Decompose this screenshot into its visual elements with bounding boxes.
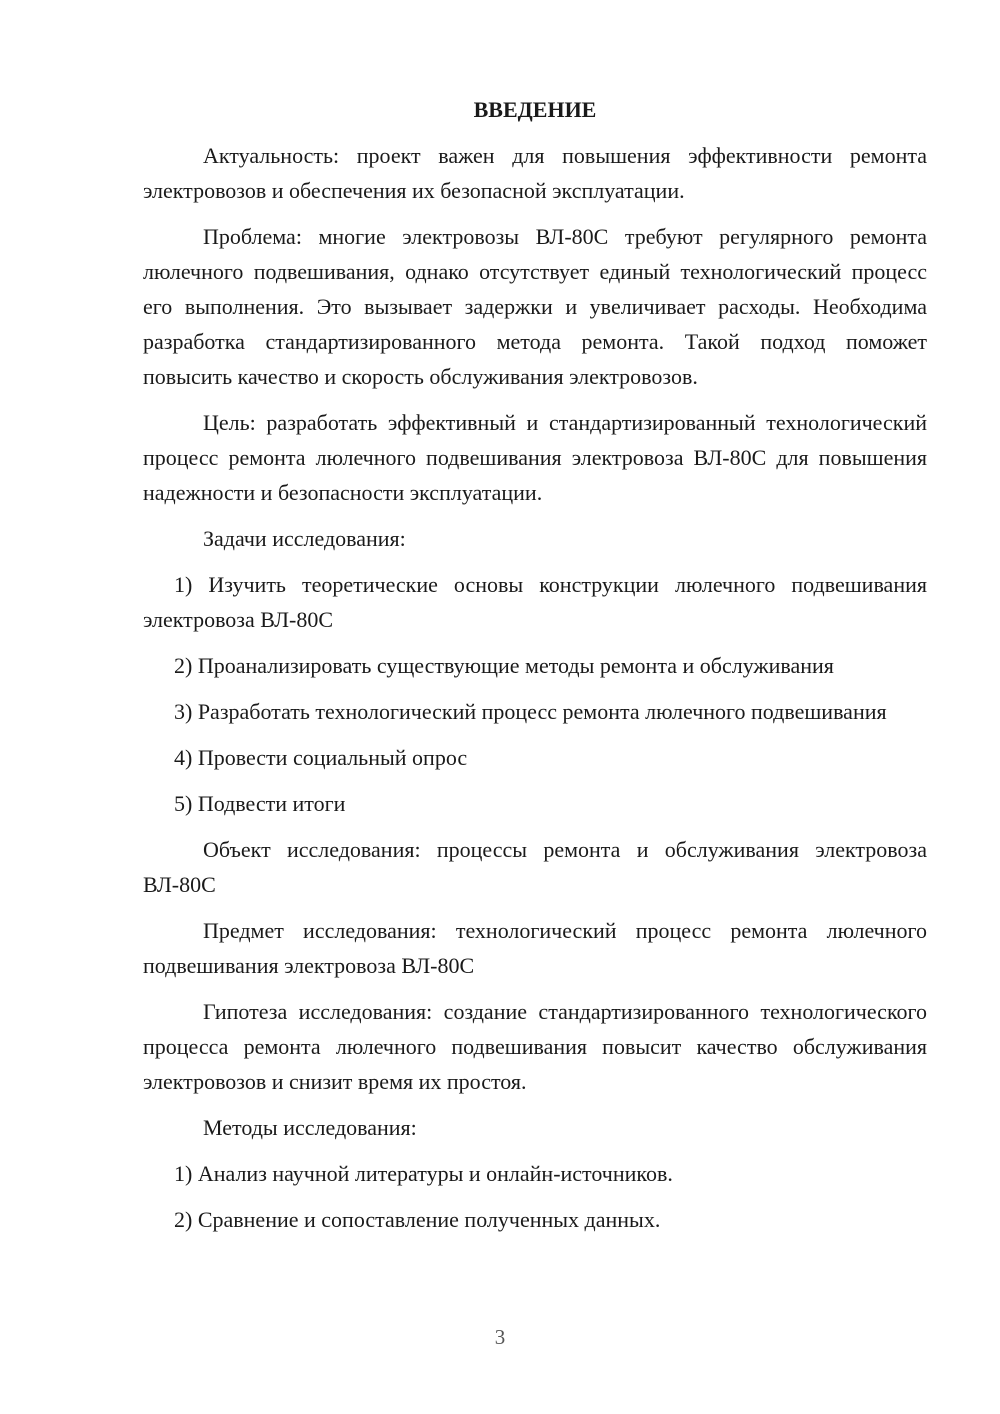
task-item-4: 4) Провести социальный опрос xyxy=(174,745,468,770)
task-item-2: 2) Проанализировать существующие методы ремонта и обслуживания xyxy=(174,653,834,678)
subject-paragraph: Предмет исследования: технологический процесс ремонта люлечного подвешивания электровоза ВЛ-80С xyxy=(143,918,927,978)
method-item-1: 1) Анализ научной литературы и онлайн-источников. xyxy=(174,1161,673,1186)
methods-heading: Методы исследования: xyxy=(203,1115,417,1140)
task-item-5: 5) Подвести итоги xyxy=(174,791,346,816)
hypothesis-paragraph: Гипотеза исследования: создание стандартизированного технологического процесса ремонта люлечного подвешивания повысит качество обслуживания электровозов и снизит время их простоя. xyxy=(143,999,927,1094)
section-title: ВВЕДЕНИЕ xyxy=(473,97,597,122)
document-page xyxy=(143,92,927,1248)
relevance-paragraph: Актуальность: проект важен для повышения эффективности ремонта электровозов и обеспечения их безопасной эксплуатации. xyxy=(143,143,927,203)
object-paragraph: Объект исследования: процессы ремонта и обслуживания электровоза ВЛ-80С xyxy=(143,837,927,897)
page-number: 3 xyxy=(494,1325,506,1349)
goal-paragraph: Цель: разработать эффективный и стандартизированный технологический процесс ремонта люлечного подвешивания электровоза ВЛ-80С для повышения надежности и безопасности эксплуатации. xyxy=(143,410,927,505)
task-item-3: 3) Разработать технологический процесс ремонта люлечного подвешивания xyxy=(174,699,887,724)
tasks-heading: Задачи исследования: xyxy=(203,526,406,551)
problem-paragraph: Проблема: многие электровозы ВЛ-80С требуют регулярного ремонта люлечного подвешивания, однако отсутствует единый технологический процесс его выполнения. Это вызывает задержки и увеличивает расходы. Необходима разработка стандартизированного метода ремонта. Такой подход поможет повысить качество и скорость обслуживания электровозов. xyxy=(143,224,927,389)
task-item-1: 1) Изучить теоретические основы конструкции люлечного подвешивания электровоза ВЛ-80С xyxy=(143,572,927,632)
method-item-2: 2) Сравнение и сопоставление полученных данных. xyxy=(174,1207,661,1232)
